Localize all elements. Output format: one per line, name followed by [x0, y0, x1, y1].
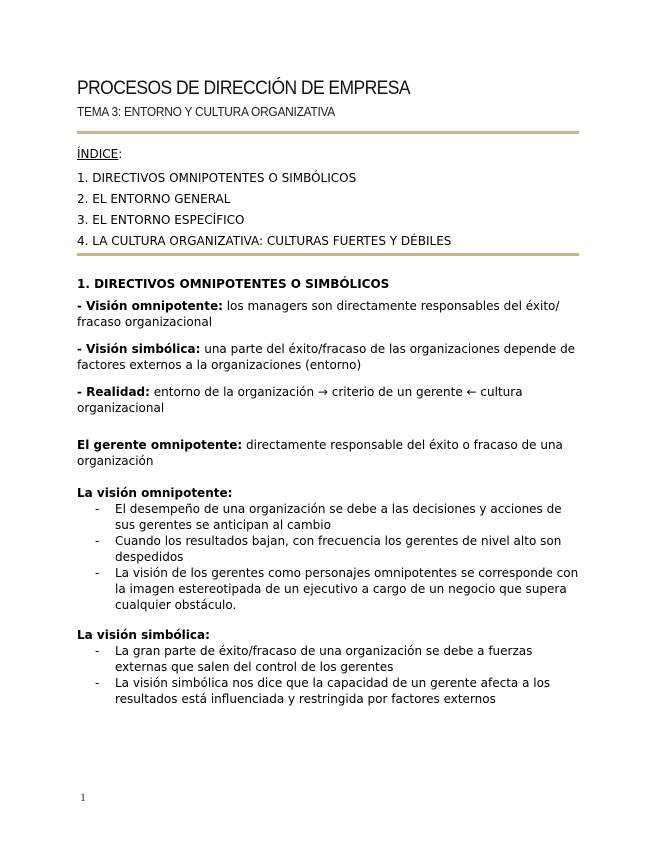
list-item: - La gran parte de éxito/fracaso de una organización se debe a fuerzas externas que salen del control de los gerentes — [95, 644, 533, 674]
document-title: PROCESOS DE DIRECCIÓN DE EMPRESA — [77, 78, 410, 99]
header-divider — [77, 131, 579, 134]
omnipotente-list — [77, 501, 579, 613]
simbolica-list — [77, 643, 579, 707]
document-subtitle: TEMA 3: ENTORNO Y CULTURA ORGANIZATIVA — [77, 104, 336, 119]
definition-realidad: - Realidad: entorno de la organización → criterio de un gerente ← cultura organizacional — [77, 385, 523, 415]
list-item: - El desempeño de una organización se debe a las decisiones y acciones de sus gerentes se anticipan al cambio — [95, 502, 562, 532]
index-item: 4. LA CULTURA ORGANIZATIVA: CULTURAS FUERTES Y DÉBILES — [77, 234, 452, 248]
gerente-omnipotente: El gerente omnipotente: directamente responsable del éxito o fracaso de una organización — [77, 438, 563, 468]
index-item: 2. EL ENTORNO GENERAL — [77, 192, 231, 206]
section-1 — [77, 276, 579, 721]
definition-simbolica: - Visión simbólica: una parte del éxito/fracaso de las organizaciones depende de factores externos a la organizaciones (entorno) — [77, 342, 576, 372]
omnipotente-heading: La visión omnipotente: — [77, 486, 233, 500]
index-heading: ÍNDICE: — [77, 147, 123, 161]
page-number: 1 — [80, 790, 86, 804]
definition-omnipotente: - Visión omnipotente: los managers son directamente responsables del éxito/ fracaso organizacional — [77, 299, 560, 329]
list-item: - La visión simbólica nos dice que la capacidad de un gerente afecta a los resultados está influenciada y restringida por factores externos — [95, 676, 551, 706]
index-item: 1. DIRECTIVOS OMNIPOTENTES O SIMBÓLICOS — [77, 171, 357, 185]
index-list — [77, 168, 451, 252]
simbolica-heading: La visión simbólica: — [77, 628, 210, 642]
section-title: 1. DIRECTIVOS OMNIPOTENTES O SIMBÓLICOS — [77, 277, 390, 291]
index-item: 3. EL ENTORNO ESPECÍFICO — [77, 213, 245, 227]
list-item: - La visión de los gerentes como personajes omnipotentes se corresponde con la imagen estereotipada de un ejecutivo a cargo de un negocio que supera cualquier obstáculo. — [95, 566, 579, 612]
list-item: - Cuando los resultados bajan, con frecuencia los gerentes de nivel alto son despedidos — [95, 534, 562, 564]
index-divider — [77, 253, 579, 256]
